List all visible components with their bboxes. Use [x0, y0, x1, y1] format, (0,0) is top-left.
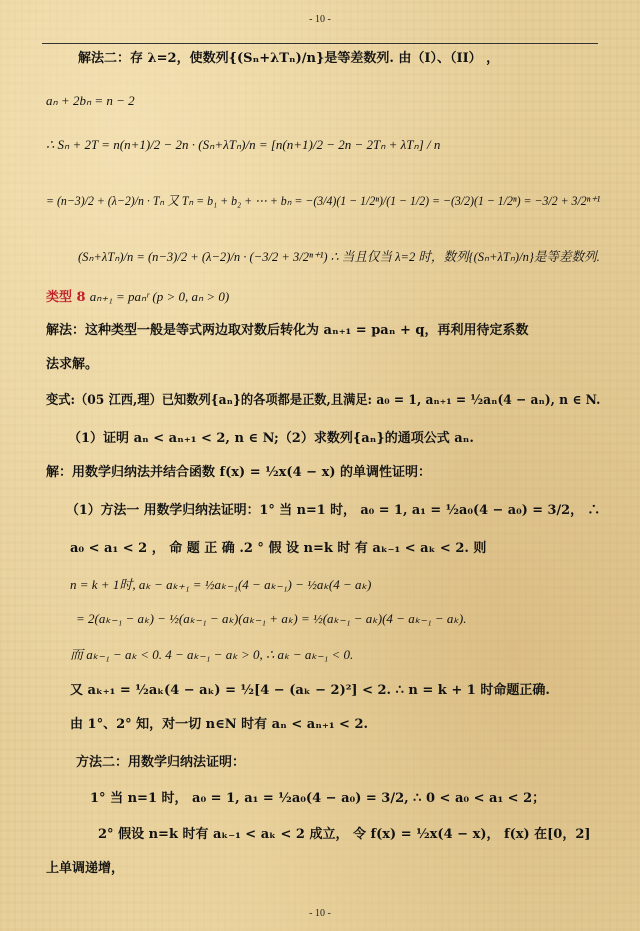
- line-text: 解法二：存 λ=2，使数列{(Sₙ+λTₙ)/n}是等差数列. 由（I）、（II） ，: [78, 51, 500, 66]
- text-line-l4: [46, 192, 600, 210]
- line-text: 上单调递增，: [46, 861, 125, 876]
- text-line-l17: [70, 682, 550, 700]
- line-text: 由 1°、2° 知，对一切 n∈N 时有 aₙ < aₙ₊₁ < 2.: [70, 717, 369, 732]
- page-number-bottom: - 10 -: [309, 908, 331, 919]
- text-line-l19: [76, 754, 245, 772]
- line-text: (Sₙ+λTₙ)/n = (n−3)/2 + (λ−2)/n · (−3/2 + 3/2ⁿ⁺¹) ∴ 当且仅当 λ=2 时，数列{(Sₙ+λTₙ)/n}是等差数列.: [78, 249, 600, 264]
- line-text: ∴ Sₙ + 2T = n(n+1)/2 − 2n · (Sₙ+λTₙ)/n = [n(n+1)/2 − 2n − 2Tₙ + λTₙ] / n: [46, 137, 441, 152]
- text-line-l10: [68, 430, 474, 448]
- text-line-l9: [46, 392, 600, 410]
- line-text: （1）方法一 用数学归纳法证明：1° 当 n=1 时， a₀ = 1, a₁ = ½a₀(4 − a₀) = 3/2， ∴: [66, 503, 601, 518]
- text-line-l2: [46, 92, 135, 110]
- line-text: 法求解。: [46, 357, 99, 372]
- text-line-l3: [46, 136, 440, 154]
- line-text: （1）证明 aₙ < aₙ₊₁ < 2, n ∈ N;（2）求数列{aₙ}的通项公式 aₙ.: [68, 431, 474, 446]
- line-text: 2° 假设 n=k 时有 aₖ₋₁ < aₖ < 2 成立， 令 f(x) = ½x(4 − x)， f(x) 在[0，2]: [98, 827, 591, 842]
- line-text: a₀ < a₁ < 2 ， 命 题 正 确 .2 ° 假 设 n=k 时 有 aₖ₋₁ < aₖ < 2. 则: [70, 541, 487, 556]
- text-line-l21: [98, 826, 591, 844]
- text-line-l5: [78, 248, 600, 266]
- text-line-l6: [46, 288, 229, 307]
- text-line-l20: [90, 790, 545, 808]
- page-number-top: - 10 -: [309, 14, 331, 25]
- text-line-l14: [70, 576, 371, 594]
- header-rule: [42, 43, 598, 44]
- line-text: 变式:（05 江西,理）已知数列{aₙ}的各项都是正数,且满足: a₀ = 1, aₙ₊₁ = ½aₙ(4 − aₙ), n ∈ N.: [46, 393, 601, 408]
- line-text: 方法二：用数学归纳法证明：: [76, 755, 246, 770]
- line-text: 而 aₖ₋₁ − aₖ < 0. 4 − aₖ₋₁ − aₖ > 0, ∴ aₖ − aₖ₋₁ < 0.: [70, 647, 354, 662]
- line-text: = (n−3)/2 + (λ−2)/n · Tₙ 又 Tₙ = b₁ + b₂ + ⋯ + bₙ = −(3/4)(1 − 1/2ⁿ)/(1 − 1/2) = −(3/2)(1 − 1/2ⁿ) = −3/2 + 3/2ⁿ⁺¹: [46, 193, 601, 208]
- text-line-l11: [46, 464, 431, 482]
- text-line-l12: [66, 502, 600, 520]
- line-text: = 2(aₖ₋₁ − aₖ) − ½(aₖ₋₁ − aₖ)(aₖ₋₁ + aₖ) = ½(aₖ₋₁ − aₖ)(4 − aₖ₋₁ − aₖ).: [76, 611, 467, 626]
- line-text: 1° 当 n=1 时， a₀ = 1, a₁ = ½a₀(4 − a₀) = 3/2, ∴ 0 < a₀ < a₁ < 2；: [90, 791, 546, 806]
- type-label: 类型 8: [46, 290, 86, 305]
- line-text: aₙ + 2bₙ = n − 2: [46, 93, 135, 108]
- text-line-l22: [46, 860, 124, 878]
- text-line-l15: [76, 610, 467, 628]
- text-line-l8: [46, 356, 98, 374]
- text-line-l13: [70, 540, 486, 558]
- line-text: 解：用数学归纳法并结合函数 f(x) = ½x(4 − x) 的单调性证明：: [46, 465, 431, 480]
- text-line-l7: [46, 322, 529, 340]
- line-text: n = k + 1时, aₖ − aₖ₊₁ = ½aₖ₋₁(4 − aₖ₋₁) − ½aₖ(4 − aₖ): [70, 577, 372, 592]
- line-text: 又 aₖ₊₁ = ½aₖ(4 − aₖ) = ½[4 − (aₖ − 2)²] < 2. ∴ n = k + 1 时命题正确.: [70, 683, 550, 698]
- line-text: aₙ₊₁ = paₙʳ (p > 0, aₙ > 0): [89, 289, 230, 304]
- text-line-l1: [78, 50, 499, 68]
- text-line-l16: [70, 646, 353, 664]
- line-text: 解法：这种类型一般是等式两边取对数后转化为 aₙ₊₁ = paₙ + q，再利用待定系数: [46, 323, 529, 338]
- text-line-l18: [70, 716, 368, 734]
